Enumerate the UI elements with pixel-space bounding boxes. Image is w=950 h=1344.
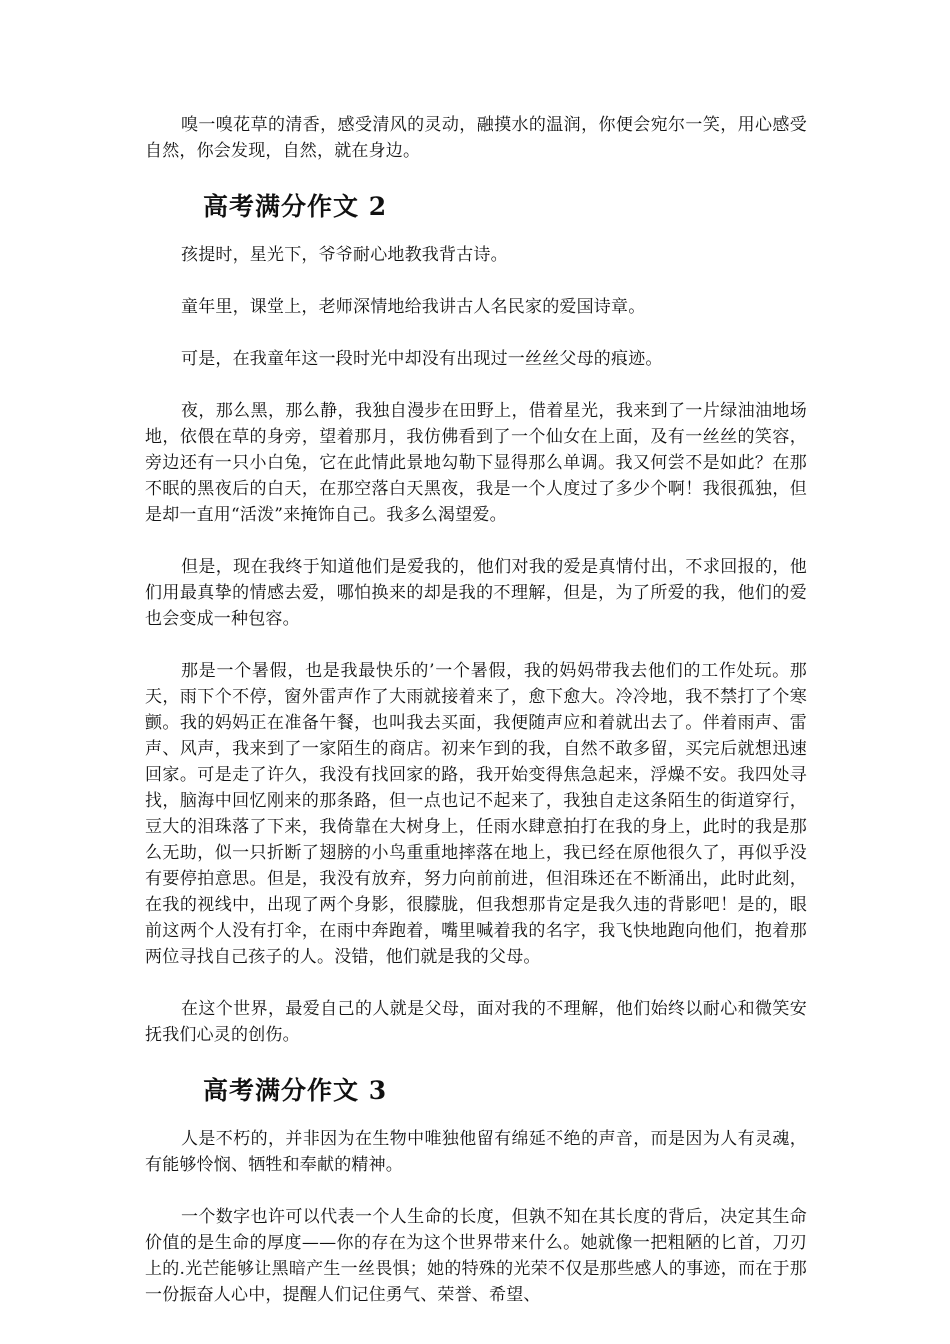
paragraph: 童年里，课堂上，老师深情地给我讲古人名民家的爱国诗章。 [181, 297, 646, 317]
paragraph: 但是，现在我终于知道他们是爱我的，他们对我的爱是真情付出，不求回报的，他们用最真挚的情感去爱，哪怕换来的却是我的不理解，但是，为了所爱的我，他们的爱也会变成一种包容。 [145, 557, 807, 629]
paragraph: 夜，那么黑，那么静，我独自漫步在田野上，借着星光，我来到了一片绿油油地场地，依偎在草的身旁，望着那月，我仿佛看到了一个仙女在上面，及有一丝丝的笑容，旁边还有一只小白兔，它在此情此景地勾勒下显得那么单调。我又何尝不是如此？在那不眠的黑夜后的白天，在那空落白天黑夜，我是一个人度过了多少个啊！我很孤独，但是却一直用“活泼”来掩饰自己。我多么渴望爱。 [145, 401, 807, 525]
paragraph: 在这个世界，最爱自己的人就是父母，面对我的不理解，他们始终以耐心和微笑安抚我们心灵的创伤。 [145, 999, 807, 1045]
paragraph: 嗅一嗅花草的清香，感受清风的灵动，融摸水的温润，你便会宛尔一笑，用心感受自然，你会发现，自然，就在身边。 [145, 115, 807, 161]
section-heading: 高考满分作文 2 [203, 192, 388, 221]
section-heading: 高考满分作文 3 [203, 1076, 388, 1105]
paragraph: 人是不朽的，并非因为在生物中唯独他留有绵延不绝的声音，而是因为人有灵魂，有能够怜悯、牺牲和奉献的精神。 [145, 1129, 807, 1175]
paragraph: 可是，在我童年这一段时光中却没有出现过一丝丝父母的痕迹。 [181, 349, 663, 369]
paragraph: 那是一个暑假，也是我最快乐的’一个暑假，我的妈妈带我去他们的工作处玩。那天，雨下个不停，窗外雷声作了大雨就接着来了，愈下愈大。冷冷地，我不禁打了个寒颤。我的妈妈正在准备午餐，也叫我去买面，我便随声应和着就出去了。伴着雨声、雷声、风声，我来到了一家陌生的商店。初来乍到的我，自然不敢多留，买完后就想迅速回家。可是走了许久，我没有找回家的路，我开始变得焦急起来，浮燥不安。我四处寻找，脑海中回忆刚来的那条路，但一点也记不起来了，我独自走这条陌生的街道穿行，豆大的泪珠落了下来，我倚靠在大树身上，任雨水肆意拍打在我的身上，此时的我是那么无助，似一只折断了翅膀的小鸟重重地摔落在地上，我已经在原他很久了，再似乎没有要停拍意思。但是，我没有放弃，努力向前前进，但泪珠还在不断涌出，此时此刻，在我的视线中，出现了两个身影，很朦胧，但我想那肯定是我久违的背影吧！是的，眼前这两个人没有打伞，在雨中奔跑着，嘴里喊着我的名字，我飞快地跑向他们，抱着那两位寻找自己孩子的人。没错，他们就是我的父母。 [145, 661, 807, 967]
paragraph: 一个数字也许可以代表一个人生命的长度，但孰不知在其长度的背后，决定其生命价值的是生命的厚度——你的存在为这个世界带来什么。她就像一把粗陋的匕首，刀刃上的.光芒能够让黑暗产生一丝畏惧；她的特殊的光荣不仅是那些感人的事迹，而在于那一份振奋人心中，提醒人们记住勇气、荣誉、希望、 [145, 1207, 807, 1305]
paragraph: 孩提时，星光下，爷爷耐心地教我背古诗。 [181, 245, 508, 265]
document-page [145, 112, 807, 1334]
